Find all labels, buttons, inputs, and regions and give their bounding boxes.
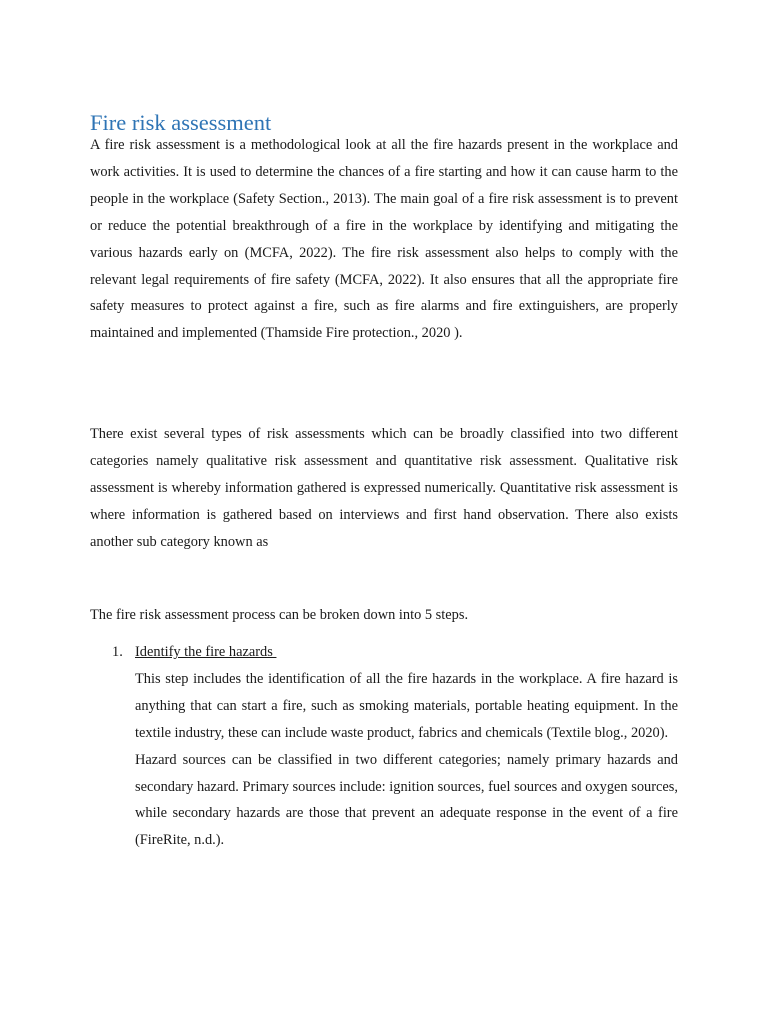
intro-paragraph: A fire risk assessment is a methodological look at all the fire hazards present in the workplace and work activities. It is used to determine the chances of a fire starting and how it can cause harm to the people in the workplace (Safety Section., 2013). The main goal of a fire risk assessment is to prevent or reduce the potential breakthrough of a fire in the workplace by identifying and mitigating the various hazards early on (MCFA, 2022). The fire risk assessment also helps to comply with the relevant legal requirements of fire safety (MCFA, 2022). It also ensures that all the appropriate fire safety measures to protect against a fire, such as fire alarms and fire extinguishers, are properly maintained and implemented (Thamside Fire protection., 2020 ). <box>90 137 678 342</box>
section-heading: Fire risk assessment <box>90 110 272 135</box>
process-intro-paragraph: The fire risk assessment process can be broken down into 5 steps. <box>90 607 469 623</box>
step-hazard-sources: Hazard sources can be classified in two different categories; namely primary hazards and secondary hazard. Primary sources include: ignition sources, fuel sources and oxygen sources, while secondary hazards are those that prevent an adequate response in the event of a fire (FireRite, n.d.). <box>135 751 678 849</box>
step-title-line <box>135 639 678 666</box>
step-description: This step includes the identification of all the fire hazards in the workplace. A fire hazard is anything that can start a fire, such as smoking materials, portable heating equipment. In the textile industry, these can include waste product, fabrics and chemicals (Textile blog., 2020). <box>135 670 678 741</box>
steps-list <box>90 639 678 854</box>
list-item <box>90 639 678 854</box>
step-number: 1. <box>112 644 123 660</box>
step-title: Identify the fire hazards <box>135 644 277 660</box>
risk-types-paragraph: There exist several types of risk assessments which can be broadly classified into two different categories namely qualitative risk assessment and quantitative risk assessment. Qualitative risk assessment is whereby information gathered is expressed numerically. Quantitative risk assessment is where information is gathered based on interviews and first hand observation. There also exists another sub category known as <box>90 426 678 550</box>
